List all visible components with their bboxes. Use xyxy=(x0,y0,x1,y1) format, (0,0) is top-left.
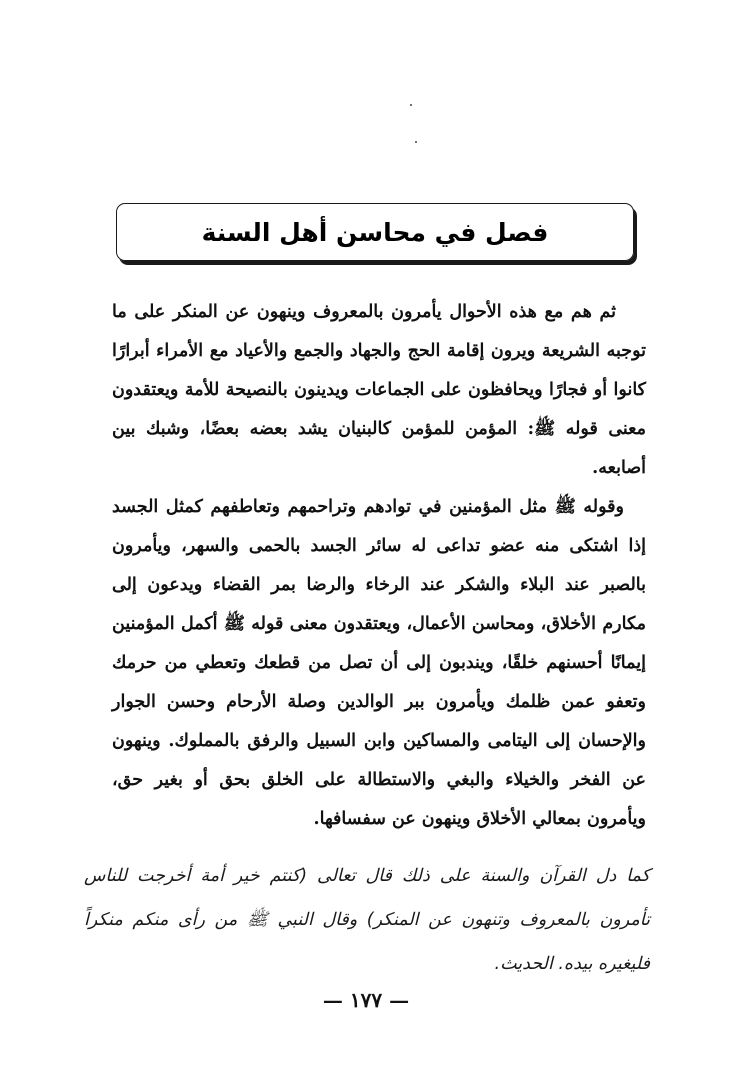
paragraph: وقوله ﷺ مثل المؤمنين في توادهم وتراحمهم وتعاطفهم كمثل الجسد إذا اشتكى منه عضو تداعى له سائر الجسد بالحمى والسهر، ويأمرون بالصبر عند البلاء والشكر عند الرخاء والرضا بمر القضاء ويدعون إلى مكارم الأخلاق، ومحاسن الأعمال، ويعتقدون معنى قوله ﷺ أكمل المؤمنين إيمانًا أحسنهم خلقًا، ويندبون إلى أن تصل من قطعك وتعطي من حرمك وتعفو عمن ظلمك ويأمرون ببر الوالدين وصلة الأرحام وحسن الجوار والإحسان إلى اليتامى والمساكين وابن السبيل والرفق بالمملوك. وينهون عن الفخر والخيلاء والبغي والاستطالة على الخلق بحق أو بغير حق، ويأمرون بمعالي الأخلاق وينهون عن سفسافها. xyxy=(112,497,646,829)
section-heading-frame xyxy=(116,203,634,261)
body-text xyxy=(112,293,646,839)
paragraph: ثم هم مع هذه الأحوال يأمرون بالمعروف وينهون عن المنكر على ما توجبه الشريعة ويرون إقامة الحج والجهاد والجمع والأعياد مع الأمراء أبرارًا كانوا أو فجارًا ويحافظون على الجماعات ويدينون بالنصيحة للأمة ويعتقدون معنى قوله ﷺ: المؤمن للمؤمن كالبنيان يشد بعضه بعضًا، وشبك بين أصابعه. xyxy=(112,302,646,478)
handwritten-annotation-text: كما دل القرآن والسنة على ذلك قال تعالى (كنتم خير أمة أخرجت للناس تأمرون بالمعروف وتنهون عن المنكر) وقال النبي ﷺ من رأى منكم منكراً فليغيره بيده. الحديث. xyxy=(84,866,650,974)
scan-speck xyxy=(410,104,412,106)
section-heading: فصل في محاسن أهل السنة xyxy=(201,217,549,247)
handwritten-annotation xyxy=(84,854,650,986)
scan-speck xyxy=(415,141,417,143)
page-number: — ١٧٧ — xyxy=(322,988,410,1012)
